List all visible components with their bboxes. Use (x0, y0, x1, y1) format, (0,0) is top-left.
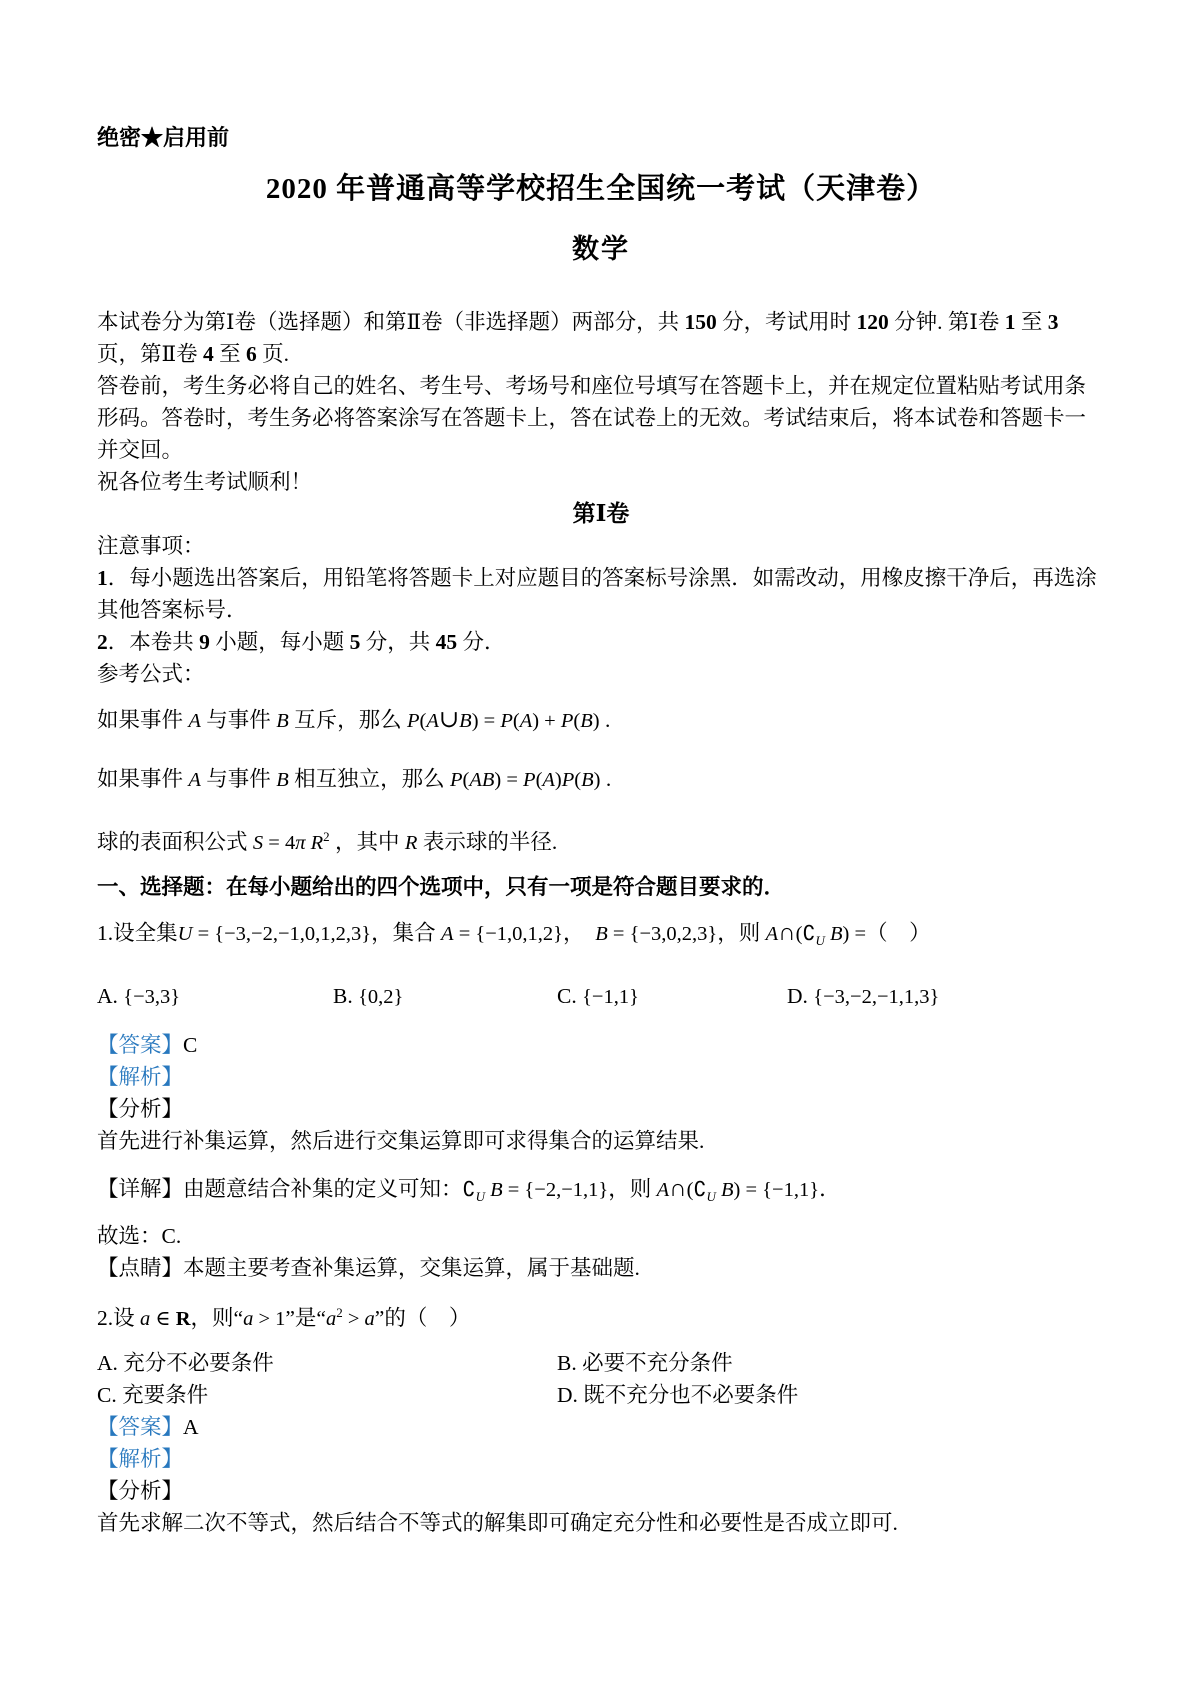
subject-title: 数学 (572, 234, 630, 264)
option-d (787, 980, 1105, 1013)
formula-sphere-surface: 球的表面积公式 S = 4π $R^2$ ，其中 R 表示球的半径. (97, 829, 558, 854)
option-c-value: 充要条件 (122, 1383, 209, 1407)
option-a-label: A. (97, 1351, 118, 1375)
option-b-value: {0,2} (358, 986, 404, 1008)
option-c (97, 1379, 557, 1411)
option-c-label: C. (97, 1383, 117, 1407)
answer-value: A (183, 1415, 199, 1439)
option-a-label: A. (97, 984, 118, 1008)
option-a-value: 充分不必要条件 (123, 1351, 274, 1375)
secrecy-label: 绝密★启用前 (97, 125, 230, 150)
option-c-label: C. (557, 984, 577, 1008)
question-2 (97, 1302, 1105, 1539)
option-b-value: 必要不充分条件 (582, 1351, 733, 1375)
question-2-answer-line (97, 1411, 1105, 1443)
question-2-options (97, 1347, 1105, 1411)
answer-label: 【答案】 (97, 1033, 184, 1057)
option-c-value: {−1,1} (582, 986, 639, 1008)
option-b-label: B. (333, 984, 353, 1008)
exam-title: 2020 年普通高等学校招生全国统一考试（天津卷） (265, 173, 937, 205)
note-item-2: 2．本卷共 9 小题，每小题 5 分，共 45 分． (97, 630, 506, 654)
jiexi-label: 【解析】 (97, 1065, 184, 1089)
question-1-jiexi-line (97, 1061, 1105, 1093)
option-d-label: D. (557, 1383, 578, 1407)
option-d-value: {−3,−2,−1,1,3} (813, 986, 940, 1008)
notes-heading: 注意事项： (97, 534, 205, 558)
wish-line: 祝各位考生考试顺利！ (97, 470, 313, 494)
question-1-comment: 【点睛】本题主要考查补集运算，交集运算，属于基础题. (97, 1256, 640, 1280)
question-2-stem: 2.设 a ∈ R，则“a > 1”是“$a^2 > a$”的（ ） (97, 1305, 471, 1330)
option-b (557, 1347, 1105, 1379)
option-a (97, 1347, 557, 1379)
question-1-answer-line (97, 1029, 1105, 1061)
formulas-heading: 参考公式： (97, 662, 205, 686)
answer-value: C (183, 1033, 198, 1057)
question-1-stem: 1.设全集U = {−3,−2,−1,0,1,2,3}，集合 A = {−1,0,1,2}， B = {−3,0,2,3}，则 $A\cap(∁_U$ B) =（ ） (97, 919, 931, 949)
option-a (97, 980, 333, 1013)
question-1-detail-text: 【详解】由题意结合补集的定义可知：$∁_U$ B = {−2,−1,1}，则 $A\cap(∁_U$ B) = {−1,1}． (97, 1175, 841, 1205)
fenxi-label: 【分析】 (97, 1097, 184, 1121)
question-1-conclusion: 故选：C. (97, 1224, 182, 1248)
fenxi-label: 【分析】 (97, 1479, 184, 1503)
option-b (333, 980, 557, 1013)
instructions-paragraph: 答卷前，考生务必将自己的姓名、考生号、考场号和座位号填写在答题卡上，并在规定位置粘贴考试用条形码。答卷时，考生务必将答案涂写在答题卡上，答在试卷上的无效。考试结束后，将本试卷和答题卡一并交回。 (97, 374, 1087, 462)
option-a-value: {−3,3} (123, 986, 181, 1008)
question-2-jiexi-line (97, 1443, 1105, 1475)
formula-independent-probability: 如果事件 A 与事件 B 相互独立，那么 P(AB) = P(A)P(B) . (97, 767, 612, 791)
option-d-label: D. (787, 984, 808, 1008)
option-d (557, 1379, 1105, 1411)
note-item-1: 1．每小题选出答案后，用铅笔将答题卡上对应题目的答案标号涂黑．如需改动，用橡皮擦干净后，再选涂其他答案标号． (97, 566, 1097, 622)
question-1-options (97, 980, 1105, 1013)
volume-1-heading: 第Ⅰ卷 (572, 501, 630, 526)
question-1 (97, 917, 1105, 1284)
intro-paragraph: 本试卷分为第Ⅰ卷（选择题）和第Ⅱ卷（非选择题）两部分，共 150 分，考试用时 120 分钟. 第Ⅰ卷 1 至 3 页，第Ⅱ卷 4 至 6 页. (97, 310, 1059, 366)
formula-union-probability: 如果事件 A 与事件 B 互斥，那么 P(A∪B) = P(A) + P(B) . (97, 706, 611, 733)
question-1-analysis-text: 首先进行补集运算，然后进行交集运算即可求得集合的运算结果. (97, 1129, 705, 1153)
question-1-fenxi-line (97, 1093, 1105, 1125)
answer-label: 【答案】 (97, 1415, 184, 1439)
choice-section-heading: 一、选择题：在每小题给出的四个选项中，只有一项是符合题目要求的． (97, 875, 786, 899)
question-2-analysis-text: 首先求解二次不等式，然后结合不等式的解集即可确定充分性和必要性是否成立即可. (97, 1511, 898, 1535)
question-2-fenxi-line (97, 1475, 1105, 1507)
option-d-value: 既不充分也不必要条件 (583, 1383, 799, 1407)
option-c (557, 980, 787, 1013)
jiexi-label: 【解析】 (97, 1447, 184, 1471)
option-b-label: B. (557, 1351, 577, 1375)
